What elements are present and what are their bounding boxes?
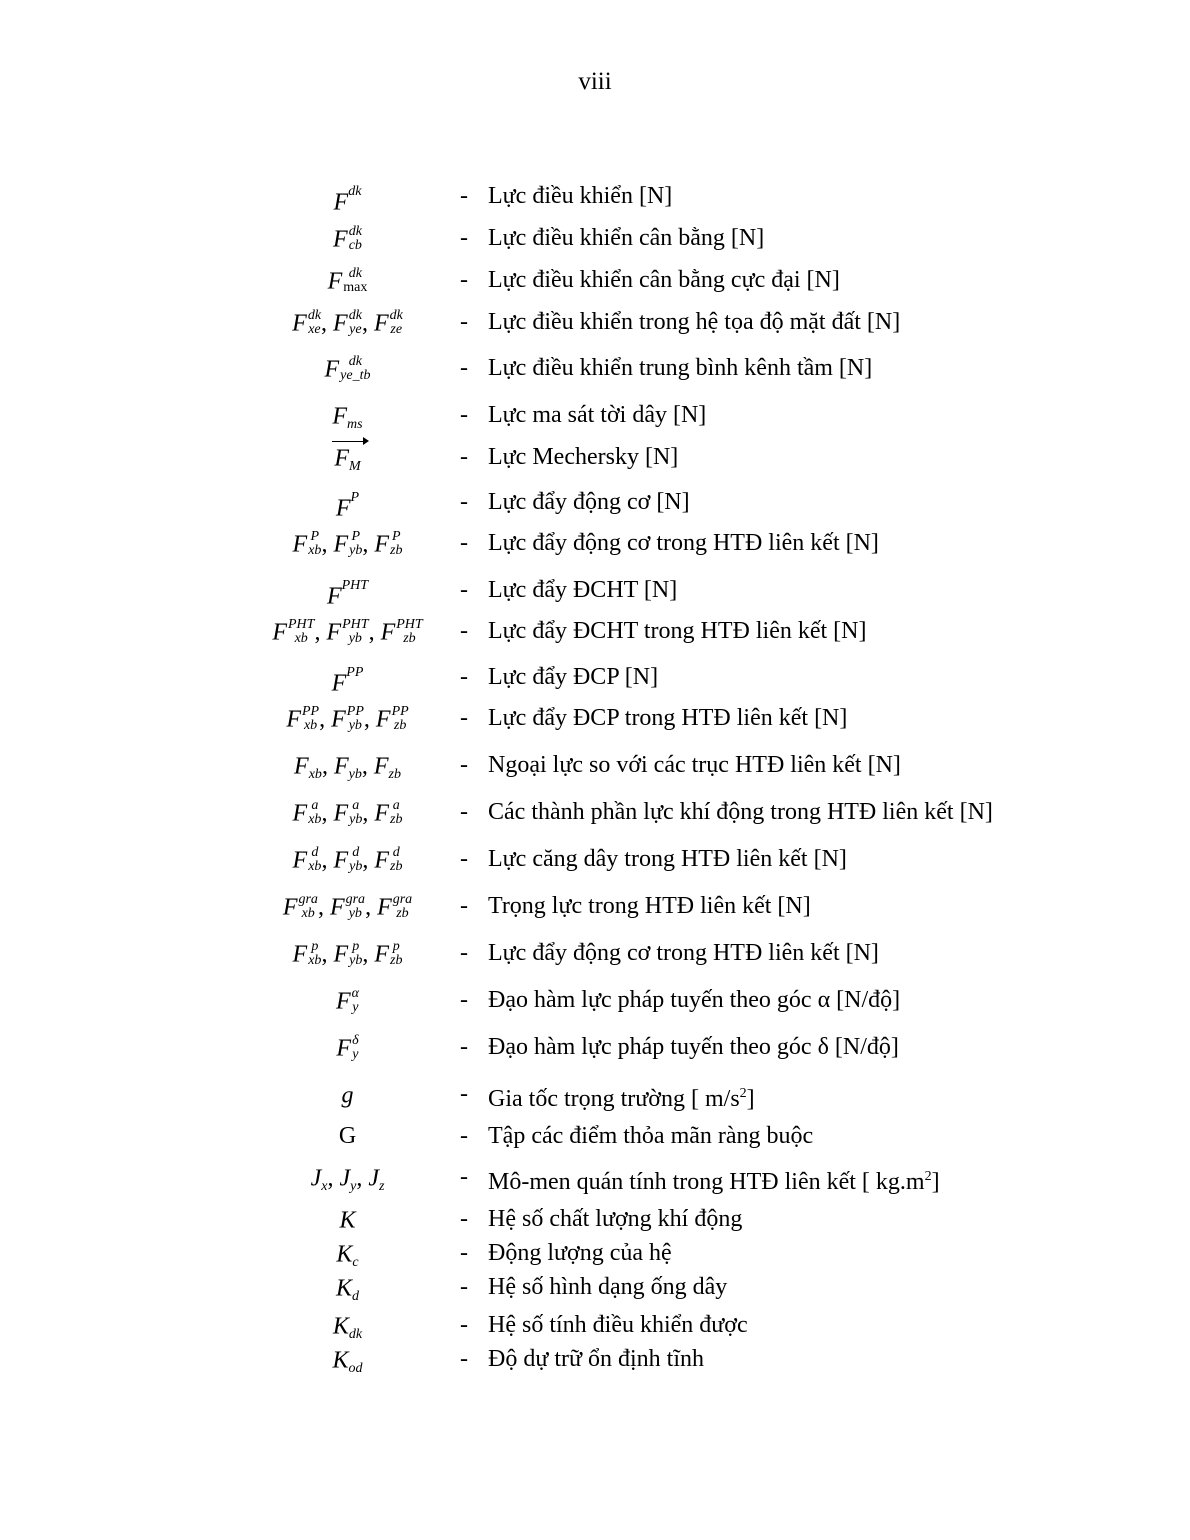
symbol: g (341, 1082, 354, 1109)
symbol-row (0, 218, 1190, 258)
symbol-row (0, 980, 1190, 1020)
symbol-row (0, 1267, 1190, 1307)
description: Mô-men quán tính trong HTĐ liên kết [ $kg.m^2$] (488, 1169, 940, 1195)
symbol-row (0, 302, 1190, 342)
dash: - (460, 1346, 468, 1372)
description: Lực đẩy ĐCP [N] (488, 664, 659, 690)
symbol: $K_{od}$ (332, 1347, 363, 1376)
symbol: $F^P$ (335, 490, 360, 522)
symbol-row (0, 933, 1190, 973)
dash: - (460, 1312, 468, 1338)
symbol: $F^{dk}$ (333, 184, 362, 216)
symbol-row (0, 611, 1190, 651)
symbol: $J_x$, $J_y$, $J_z$ (310, 1165, 385, 1194)
dash: - (460, 1240, 468, 1266)
symbol: $K_{dk}$ (332, 1313, 363, 1342)
symbol: F dk ye_tb (324, 354, 371, 384)
description: Động lượng của hệ (488, 1240, 672, 1266)
symbol-row (0, 395, 1190, 435)
symbol: F p xb , F p yb , F p zb (292, 939, 403, 969)
description: Gia tốc trọng trường [ $m/s^2$] (488, 1086, 755, 1112)
description: Lực điều khiển [N] (488, 183, 673, 209)
dash: - (460, 577, 468, 603)
dash: - (460, 664, 468, 690)
description: Hệ số hình dạng ống dây (488, 1274, 728, 1300)
dash: - (460, 1274, 468, 1300)
dash: - (460, 183, 468, 209)
symbol-row (0, 1157, 1190, 1197)
symbol: F d xb , F d yb , F d zb (292, 845, 403, 875)
symbol: F α y (335, 986, 360, 1016)
description: Lực đẩy ĐCHT trong HTĐ liên kết [N] (488, 618, 867, 644)
description: Lực đẩy động cơ trong HTĐ liên kết [N] (488, 530, 879, 556)
symbol: F δ y (336, 1033, 359, 1063)
symbol-row (0, 437, 1190, 477)
description: Trọng lực trong HTĐ liên kết [N] (488, 893, 811, 919)
symbol-row (0, 570, 1190, 610)
dash: - (460, 402, 468, 428)
dash: - (460, 752, 468, 778)
dash: - (460, 1206, 468, 1232)
description: Lực đẩy động cơ [N] (488, 489, 690, 515)
page-number: viii (578, 68, 612, 95)
symbol: F dk max (327, 266, 368, 296)
symbol: $F^{PHT}$ (326, 578, 369, 610)
dash: - (460, 267, 468, 293)
description: Lực điều khiển trung bình kênh tầm [N] (488, 355, 873, 381)
description: Lực điều khiển cân bằng [N] (488, 225, 765, 251)
dash: - (460, 225, 468, 251)
symbol: $F_{xb}$, $F_{yb}$, $F_{zb}$ (294, 753, 401, 782)
dash: - (460, 530, 468, 556)
dash: - (460, 444, 468, 470)
description: Đạo hàm lực pháp tuyến theo góc α [N/độ] (488, 987, 901, 1013)
description: Các thành phần lực khí động trong HTĐ liên kết [N] (488, 799, 993, 825)
description: Ngoại lực so với các trục HTĐ liên kết [N] (488, 752, 901, 778)
dash: - (460, 355, 468, 381)
symbol-row (0, 176, 1190, 216)
symbol-row (0, 523, 1190, 563)
dash: - (460, 705, 468, 731)
description: Lực căng dây trong HTĐ liên kết [N] (488, 846, 847, 872)
description: Lực điều khiển cân bằng cực đại [N] (488, 267, 840, 293)
symbol: F gra xb , F gra yb , F gra zb (282, 892, 413, 922)
symbol-row (0, 1074, 1190, 1114)
symbol: G (338, 1123, 357, 1149)
dash: - (460, 1164, 468, 1190)
symbol-row (0, 657, 1190, 697)
symbol: $F^{PP}$ (331, 665, 364, 697)
description: Lực Mechersky [N] (488, 444, 679, 470)
symbol-row (0, 1116, 1190, 1156)
description: Lực điều khiển trong hệ tọa độ mặt đất [N] (488, 309, 901, 335)
symbol-row (0, 839, 1190, 879)
symbol: K (339, 1207, 356, 1234)
symbol: $F_M$ (160, 437, 535, 477)
dash: - (460, 846, 468, 872)
symbol-row (0, 698, 1190, 738)
symbol: F PP xb , F PP yb , F PP zb (286, 704, 409, 734)
symbol: F dk cb (333, 224, 362, 254)
description: Đạo hàm lực pháp tuyến theo góc δ [N/độ] (488, 1034, 899, 1060)
symbol-row (0, 260, 1190, 300)
symbol: F a xb , F a yb , F a zb (292, 798, 403, 828)
dash: - (460, 799, 468, 825)
symbol-row (0, 1027, 1190, 1067)
symbol-row (0, 792, 1190, 832)
dash: - (460, 1081, 468, 1107)
symbol-row (0, 886, 1190, 926)
symbol: F P xb , F P yb , F P zb (292, 529, 403, 559)
dash: - (460, 489, 468, 515)
dash: - (460, 987, 468, 1013)
description: Lực đẩy ĐCHT [N] (488, 577, 678, 603)
description: Lực đẩy ĐCP trong HTĐ liên kết [N] (488, 705, 848, 731)
symbol-row (0, 1339, 1190, 1379)
symbol-row (0, 745, 1190, 785)
dash: - (460, 1034, 468, 1060)
description: Độ dự trữ ổn định tĩnh (488, 1346, 705, 1372)
dash: - (460, 940, 468, 966)
dash: - (460, 618, 468, 644)
symbol: F dk xe , F dk ye , F dk ze (292, 308, 403, 338)
description: Hệ số chất lượng khí động (488, 1206, 743, 1232)
symbol: F PHT xb , F PHT yb , F PHT zb (272, 617, 423, 647)
description: Lực đẩy động cơ trong HTĐ liên kết [N] (488, 940, 879, 966)
symbol-row (0, 348, 1190, 388)
symbol: $F_{ms}$ (332, 403, 363, 432)
description: Hệ số tính điều khiển được (488, 1312, 748, 1338)
dash: - (460, 893, 468, 919)
symbol: $K_d$ (335, 1275, 359, 1304)
description: Tập các điểm thỏa mãn ràng buộc (488, 1123, 814, 1149)
symbol-row (0, 482, 1190, 522)
dash: - (460, 1123, 468, 1149)
symbol: $K_c$ (336, 1241, 359, 1270)
description: Lực ma sát tời dây [N] (488, 402, 707, 428)
dash: - (460, 309, 468, 335)
